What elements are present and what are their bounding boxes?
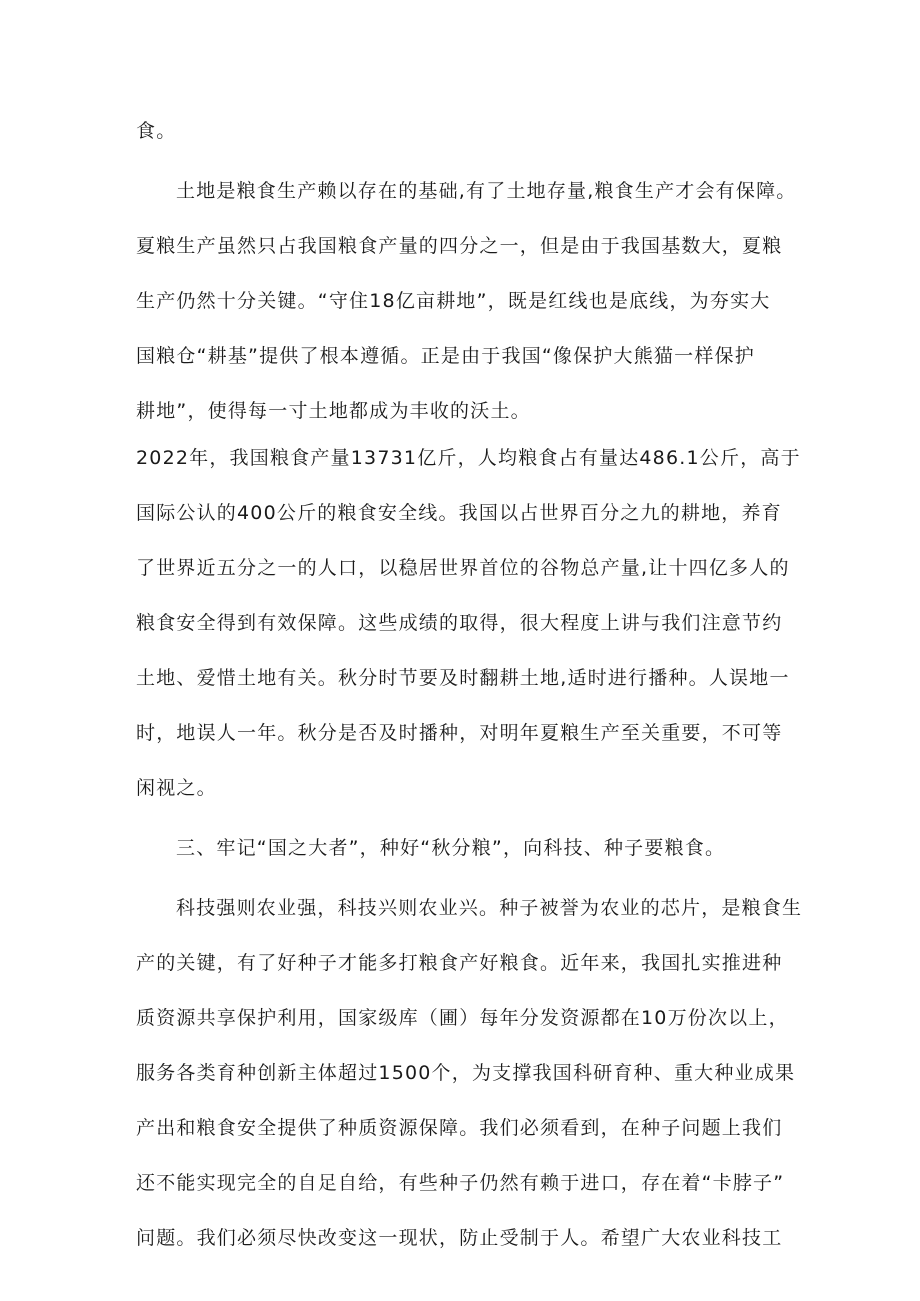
text-line: 产出和粮食安全提供了种质资源保障。我们必须看到，在种子问题上我们 <box>136 1117 783 1139</box>
text-line: 质资源共享保护利用，国家级库（圃）每年分发资源都在10万份次以上， <box>136 1007 789 1029</box>
text-line: 时，地误人一年。秋分是否及时播种，对明年夏粮生产至关重要，不可等 <box>136 722 783 744</box>
text-line: 2022年，我国粮食产量13731亿斤，人均粮食占有量达486.1公斤，高于 <box>136 447 801 469</box>
text-line: 还不能实现完全的自足自给，有些种子仍然有赖于进口，存在着“卡脖子” <box>136 1172 785 1194</box>
text-line: 国际公认的400公斤的粮食安全线。我国以占世界百分之九的耕地，养育 <box>136 502 782 524</box>
text-line: 产的关键，有了好种子才能多打粮食产好粮食。近年来，我国扎实推进种 <box>136 952 783 974</box>
text-line: 粮食安全得到有效保障。这些成绩的取得，很大程度上讲与我们注意节约 <box>136 612 783 634</box>
text-line: 土地是粮食生产赖以存在的基础,有了土地存量,粮食生产才会有保障。 <box>176 180 797 202</box>
text-line: 土地、爱惜土地有关。秋分时节要及时翻耕土地,适时进行播种。人误地一 <box>136 667 790 689</box>
text-line: 问题。我们必须尽快改变这一现状，防止受制于人。希望广大农业科技工 <box>136 1227 783 1249</box>
text-line: 夏粮生产虽然只占我国粮食产量的四分之一，但是由于我国基数大，夏粮 <box>136 235 783 257</box>
text-line: 科技强则农业强，科技兴则农业兴。种子被誉为农业的芯片，是粮食生 <box>176 897 803 919</box>
text-line: 食。 <box>136 120 177 142</box>
text-line: 服务各类育种创新主体超过1500个，为支撑我国科研育种、重大种业成果 <box>136 1062 796 1084</box>
text-line: 耕地”，使得每一寸土地都成为丰收的沃土。 <box>136 400 531 422</box>
text-line: 生产仍然十分关键。“守住18亿亩耕地”，既是红线也是底线，为夯实大 <box>136 290 771 312</box>
section-heading: 三、牢记“国之大者”，种好“秋分粮”，向科技、种子要粮食。 <box>176 837 726 859</box>
text-line: 闲视之。 <box>136 777 217 799</box>
text-line: 国粮仓“耕基”提供了根本遵循。正是由于我国“像保护大熊猫一样保护 <box>136 345 755 367</box>
text-line: 了世界近五分之一的人口，以稳居世界首位的谷物总产量,让十四亿多人的 <box>136 557 790 579</box>
